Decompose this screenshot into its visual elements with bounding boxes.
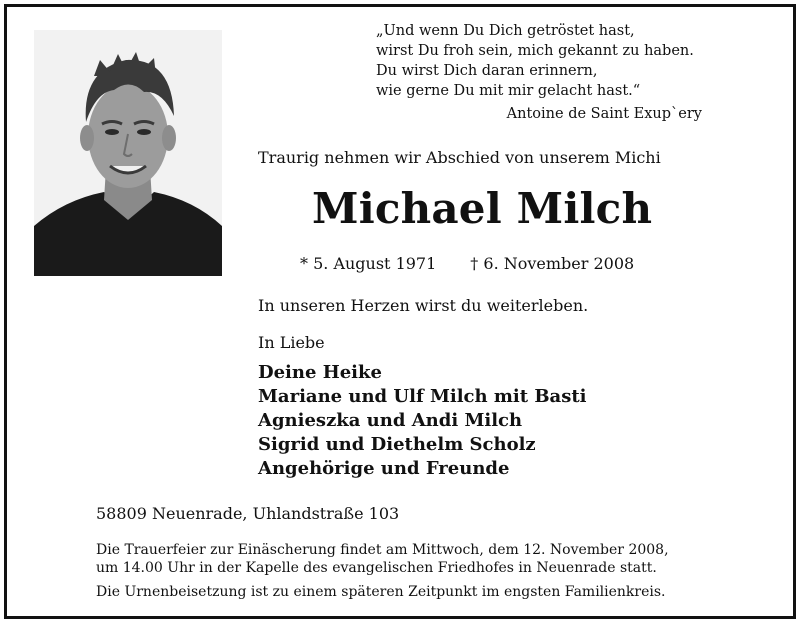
poem-line: Du wirst Dich daran erinnern, — [376, 63, 598, 79]
urn-notice: Die Urnenbeisetzung ist zu einem späteren Zeitpunkt im engsten Familienkreis. — [96, 584, 666, 600]
mourner: Angehörige und Freunde — [258, 458, 510, 479]
intro-text: Traurig nehmen wir Abschied von unserem Michi — [258, 148, 661, 167]
portrait-image — [34, 30, 222, 276]
quote-poem — [376, 21, 706, 124]
deceased-name: Michael Milch — [312, 184, 653, 233]
mourner: Sigrid und Diethelm Scholz — [258, 434, 536, 455]
funeral-notice-line: Die Trauerfeier zur Einäscherung findet am Mittwoch, dem 12. November 2008, — [96, 542, 669, 558]
mourner: Deine Heike — [258, 362, 382, 383]
in-love-label: In Liebe — [258, 333, 325, 352]
life-dates — [300, 254, 634, 273]
mourners-list — [258, 361, 587, 481]
funeral-notice — [96, 541, 706, 577]
poem-line: wirst Du froh sein, mich gekannt zu haben. — [376, 43, 694, 59]
memorial-line: In unseren Herzen wirst du weiterleben. — [258, 296, 589, 315]
address: 58809 Neuenrade, Uhlandstraße 103 — [96, 504, 400, 523]
portrait-photo — [34, 30, 222, 276]
death-date: † 6. November 2008 — [470, 254, 635, 273]
poem-line: wie gerne Du mit mir gelacht hast.“ — [376, 83, 641, 99]
funeral-notice-line: um 14.00 Uhr in der Kapelle des evangelischen Friedhofes in Neuenrade statt. — [96, 560, 657, 576]
birth-date: * 5. August 1971 — [300, 254, 437, 273]
mourner: Mariane und Ulf Milch mit Basti — [258, 386, 587, 407]
poem-line: „Und wenn Du Dich getröstet hast, — [376, 23, 635, 39]
mourner: Agnieszka und Andi Milch — [258, 410, 523, 431]
poem-author: Antoine de Saint Exup`ery — [506, 106, 702, 122]
